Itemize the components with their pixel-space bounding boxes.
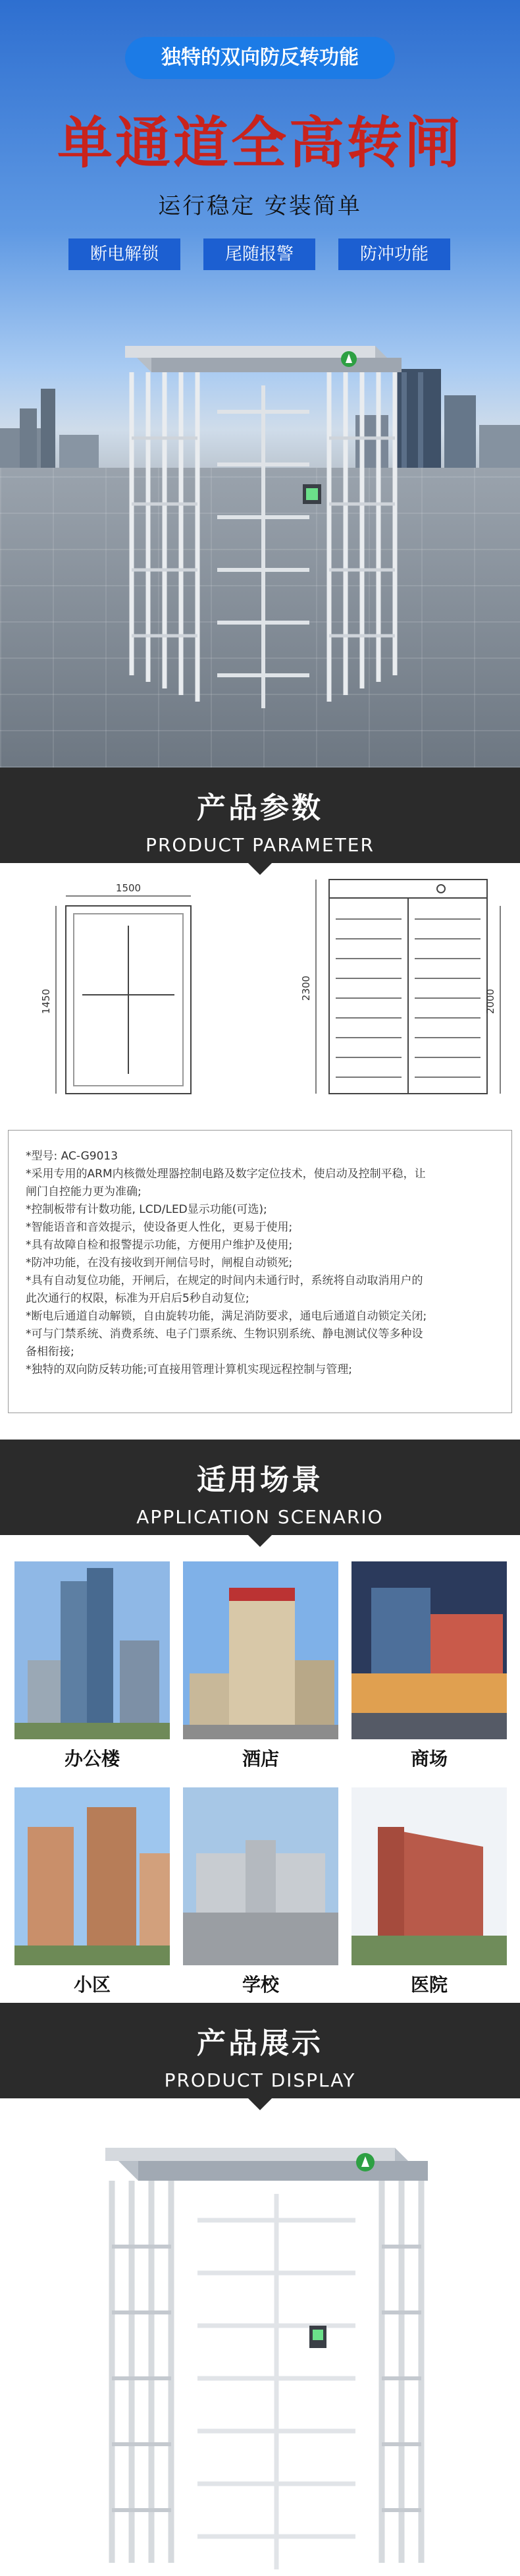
product-subtitle: 运行稳定 安装简单	[158, 193, 362, 219]
spec-line: 备相衔接;	[26, 1345, 74, 1358]
scenario-label: 医院	[410, 1974, 448, 1996]
school-image	[183, 1787, 338, 1965]
param-section-header	[0, 768, 520, 863]
section-title-en: PRODUCT PARAMETER	[145, 834, 375, 856]
section-title-zh: 适用场景	[197, 1463, 323, 1497]
product-title: 单通道全高转闸	[57, 111, 463, 175]
display-section-header	[0, 2003, 520, 2098]
inner-height-dimension: 2000	[484, 988, 496, 1015]
product-display-image	[0, 2115, 520, 2576]
scenario-card	[183, 1787, 338, 2000]
spec-line: *采用专用的ARM内核微处理器控制电路及数字定位技术，使启动及控制平稳，让	[26, 1167, 426, 1181]
spec-line: *防冲功能，在没有接收到开闸信号时，闸棍自动锁死;	[26, 1256, 293, 1270]
section-title-en: PRODUCT DISPLAY	[164, 2069, 356, 2091]
dimension-drawing	[0, 866, 520, 1113]
office-building-image	[14, 1561, 170, 1739]
total-height-dimension: 2300	[300, 975, 312, 1001]
residential-image	[14, 1787, 170, 1965]
turnstile-illustration	[112, 333, 415, 728]
scenario-card	[14, 1561, 170, 1774]
app-section-header	[0, 1440, 520, 1535]
spec-line: 闸门自控能力更为准确;	[26, 1185, 142, 1198]
spec-line: *具有自动复位功能，开闸后，在规定的时间内未通行时，系统将自动取消用户的	[26, 1274, 423, 1287]
spec-line: *智能语音和音效提示，使设备更人性化，更易于使用;	[26, 1221, 293, 1234]
application-grid	[14, 1561, 507, 2009]
spec-line: 此次通行的权限，标准为开启后5秒自动复位;	[26, 1292, 249, 1305]
depth-dimension: 1450	[40, 988, 52, 1015]
spec-line: *控制板带有计数功能, LCD/LED显示功能(可选);	[26, 1203, 267, 1216]
scenario-label: 小区	[73, 1974, 111, 1996]
section-title-zh: 产品参数	[197, 791, 323, 825]
spec-line: *可与门禁系统、消费系统、电子门票系统、生物识别系统、静电测试仪等多种设	[26, 1328, 423, 1341]
scenario-card	[183, 1561, 338, 1774]
spec-line: *具有故障自检和报警提示功能，方便用户维护及使用;	[26, 1239, 293, 1252]
feature-tag: 防冲功能	[338, 238, 450, 270]
hotel-image	[183, 1561, 338, 1739]
feature-list	[68, 238, 452, 270]
spec-line: *独特的双向防反转功能;可直接用管理计算机实现远程控制与管理;	[26, 1363, 352, 1376]
feature-tag: 断电解锁	[68, 238, 180, 270]
feature-tag: 尾随报警	[203, 238, 315, 270]
scenario-label: 学校	[242, 1974, 279, 1996]
scenario-label: 商场	[410, 1748, 448, 1770]
hospital-image	[351, 1787, 507, 1965]
feature-badge: 独特的双向防反转功能	[125, 37, 395, 79]
spec-line: *型号: AC-G9013	[26, 1150, 118, 1163]
scenario-label: 酒店	[242, 1748, 279, 1770]
section-title-zh: 产品展示	[197, 2027, 323, 2060]
scenario-card	[351, 1787, 507, 2000]
scenario-card	[351, 1561, 507, 1774]
spec-list	[8, 1130, 512, 1413]
section-title-en: APPLICATION SCENARIO	[136, 1506, 384, 1528]
scenario-label: 办公楼	[64, 1748, 120, 1770]
width-dimension: 1500	[115, 882, 142, 894]
scenario-card	[14, 1787, 170, 2000]
spec-line: *断电后通道自动解锁，自由旋转功能，满足消防要求，通电后通道自动锁定关闭;	[26, 1310, 427, 1323]
hero-banner	[0, 0, 520, 768]
mall-image	[351, 1561, 507, 1739]
